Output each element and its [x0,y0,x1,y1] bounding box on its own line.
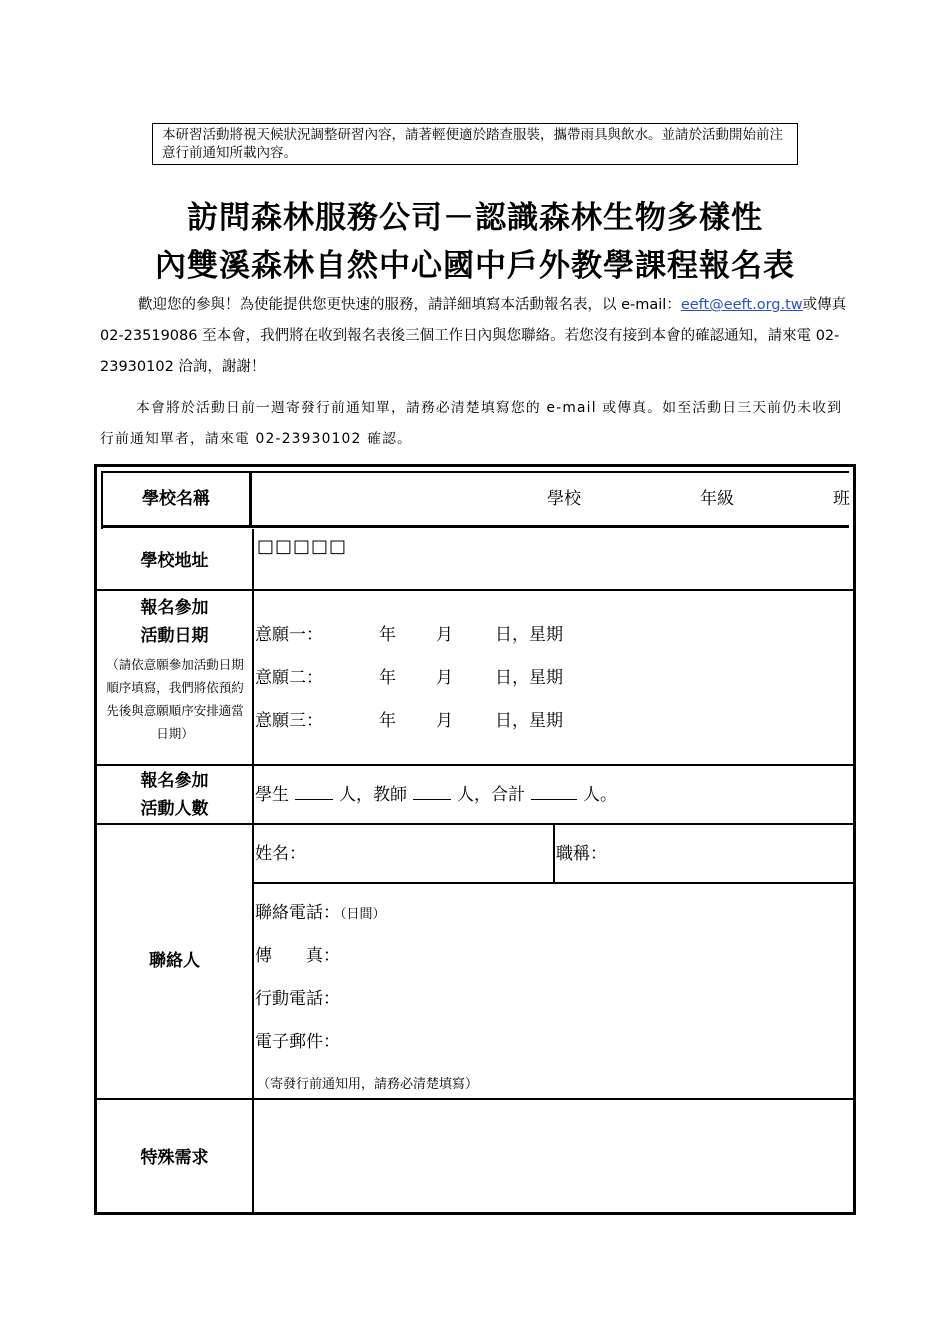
contact-name-field[interactable]: 姓名： [255,844,306,864]
registration-form-table [94,464,856,1215]
row1-inner-top [101,471,849,473]
headcount-end-text: 人。 [583,785,617,805]
page-title-line1: 訪問森林服務公司－認識森林生物多樣性 [187,200,763,236]
choice-2-label: 意願二： [255,668,323,688]
activity-date-label-line2: 活動日期 [140,626,209,646]
choice-2-year: 年 [379,668,396,688]
weather-notice-text: 本研習活動將視天候狀況調整研習內容，請著輕便適於踏查服裝，攜帶雨具與飲水。並請於活動開始前注意行前通知所載內容。 [162,127,783,160]
name-title-divider [553,823,555,882]
choice-1-month: 月 [436,625,453,645]
activity-date-note: （請依意願參加活動日期順序填寫，我們將依預約先後與意願順序安排適當日期） [106,657,244,741]
contact-phone-field[interactable] [255,901,386,927]
contact-mobile-field[interactable]: 行動電話： [255,989,340,1009]
headcount-label-line2: 活動人數 [140,799,209,819]
contact-label: 聯絡人 [149,951,200,971]
choice-3-month: 月 [436,711,453,731]
school-address-label: 學校地址 [140,551,209,571]
choice-3-label: 意願三： [255,711,323,731]
choice-2-day: 日，星期 [495,668,563,688]
school-suffix: 學校 [547,489,581,509]
choice-3-day: 日，星期 [495,711,563,731]
students-text: 學生 [255,785,289,805]
row-divider-2 [97,764,853,766]
contact-email-field[interactable]: 電子郵件： [255,1032,340,1052]
special-needs-input[interactable] [257,1103,847,1211]
choice-1-label: 意願一： [255,625,323,645]
headcount-row [255,783,617,807]
intro-text-after: 或傳真 02-23519086 至本會，我們將在收到報名表後三個工作日內與您聯絡。若您沒有接到本會的確認通知，請來電 02-23930102 洽詢，謝謝！ [100,297,847,375]
notice-paragraph: 本會將於活動日前一週寄發行前通知單，請務必清楚填寫您的 e-mail 或傳真。如至活動日三天前仍未收到行前通知單者，請來電 02-23930102 確認。 [100,400,843,447]
intro-text-before: 歡迎您的參與！為使能提供您更快速的服務，請詳細填寫本活動報名表，以 e-mail： [138,297,681,313]
intro-paragraph [100,290,852,383]
contact-phone-label: 聯絡電話： [255,903,340,923]
school-name-label: 學校名稱 [142,489,210,509]
students-count-blank[interactable] [295,783,333,800]
email-link[interactable]: eeft@eeft.org.tw [680,297,803,313]
row-divider-4 [97,1098,853,1100]
name-row-divider [252,882,853,884]
row1-col-divider [249,471,252,528]
class-suffix: 班 [833,489,850,509]
contact-fax-field[interactable]: 傳 真： [255,946,340,966]
contact-email-note: （寄發行前通知用，請務必清楚填寫） [257,1077,479,1092]
zip-code-boxes[interactable]: □□□□□ [257,536,348,557]
contact-title-field[interactable]: 職稱： [556,844,607,864]
choice-2-month: 月 [436,668,453,688]
contact-phone-note: （日間） [340,907,386,922]
teachers-count-blank[interactable] [413,783,451,800]
row1-inner-bottom [101,525,849,528]
special-needs-label: 特殊需求 [140,1148,209,1168]
row-divider-3 [97,823,853,825]
total-count-blank[interactable] [531,783,577,800]
label-col-divider [252,529,254,1214]
headcount-label-line1: 報名參加 [140,771,209,791]
choice-3-year: 年 [379,711,396,731]
teachers-text: 人，教師 [339,785,407,805]
choice-1-day: 日，星期 [495,625,563,645]
grade-suffix: 年級 [700,489,734,509]
choice-1-year: 年 [379,625,396,645]
page-title-line2: 內雙溪森林自然中心國中戶外教學課程報名表 [155,248,795,284]
total-text: 人，合計 [457,785,525,805]
activity-date-label-line1: 報名參加 [140,598,209,618]
weather-notice-box [152,123,798,165]
row-divider-1 [97,589,853,591]
school-name-input[interactable] [257,479,527,519]
